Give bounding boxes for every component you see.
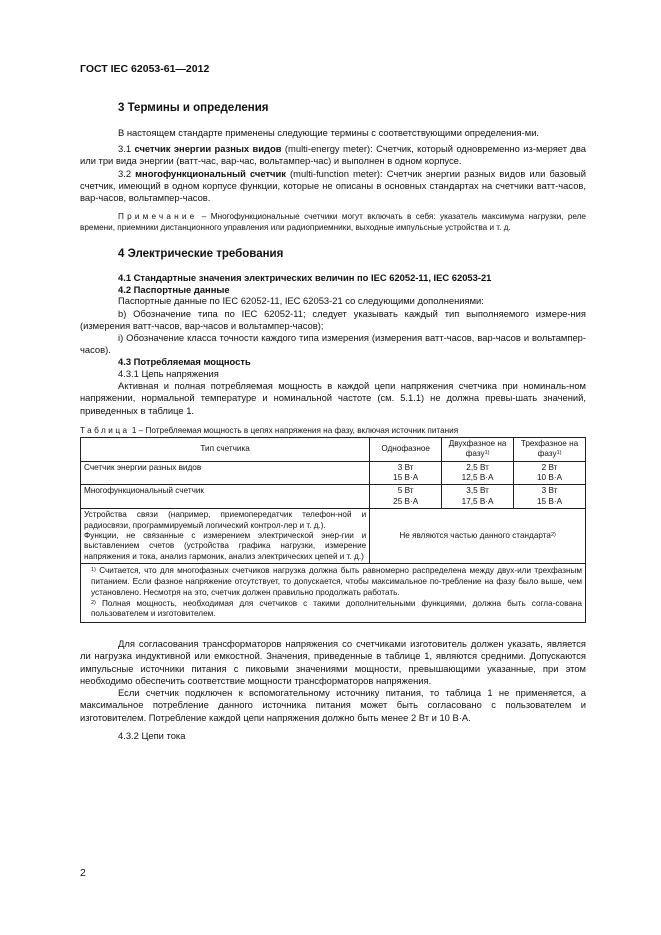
section-4-title: 4 Электрические требования	[118, 248, 284, 261]
col-header-three-text: Трехфазное на фазу	[520, 438, 579, 459]
page-number: 2	[80, 867, 86, 879]
value-w: 3 Вт	[541, 486, 558, 496]
page-body	[80, 52, 586, 742]
cell-two	[442, 485, 514, 509]
footnote-ref: 2)	[550, 532, 556, 539]
table-footnotes-row	[81, 564, 586, 623]
cell-three	[514, 485, 586, 509]
para-4-3-1: Активная и полная потребляемая мощность в каждой цепи напряжения счетчика при номиналь-ном напряжении, нормальной температуре и номинальной частоте (см. 5.1.1) не должна превы-шать значений, приведенных в таблице 1.	[80, 380, 586, 416]
term-definition: (multi-energy meter): Счетчик, который одновременно из-меряет два или три вида энергии (ватт-час, вар-час, вольтампер-час) и выполнен в одном корпусе.	[80, 143, 586, 167]
footnote-2	[91, 599, 582, 621]
cell-two	[442, 461, 514, 485]
non-metering-functions-text: Функции, не связанные с измерением электрической энер-гии и выставлением счетов (устройства графика нагрузки, измерение напряжения и тока, анализ гармоник, анализ электрических цепей и т. д.)	[84, 531, 367, 561]
term-name: счетчик энергии разных видов	[134, 143, 282, 155]
subsection-4-3-2: 4.3.2 Цепи тока	[118, 729, 186, 741]
table-header-row	[81, 437, 586, 461]
table-row	[81, 485, 586, 509]
para-4-2-b: b) Обозначение типа по IEC 62052-11; следует указывать каждый тип выполняемого измере-ния (измерения ватт-часов, вар-часов и вольтампер-часов);	[80, 307, 586, 331]
cell-not-part	[370, 509, 586, 564]
power-consumption-table	[80, 437, 586, 623]
cell-type: Счетчик энергии разных видов	[81, 461, 370, 485]
para-after-table-2: Если счетчик подключен к вспомогательному источнику питания, то таблица 1 не применяется, а максимальное потребление данного источника питания может быть согласовано с пользователем и изготовителем. Потребление каждой цепи напряжения должно быть менее 2 Вт и 10 В·А.	[80, 687, 586, 723]
communication-devices-text: Устройства связи (например, приемопередатчик телефон-ной и радиосвязи, программируемый логический контрол-лер и т. д.).	[84, 510, 367, 530]
para-4-2-i: i) Обозначение класса точности каждого типа измерения (измерения ватт-часов, вар-часов и вольтампер-часов).	[80, 332, 586, 356]
col-header-single: Однофазное	[370, 437, 442, 461]
term-definition: (multi-function meter): Счетчик энергии разных видов или базовый счетчик, имеющий в одном корпусе функции, которые не описаны в основных стандартах на счетчики ватт-часов, вар-часов, вольтампер-часов.	[80, 167, 587, 204]
table-label: Таблица	[80, 425, 130, 435]
value-va: 25 В·А	[393, 496, 419, 506]
table-row	[81, 461, 586, 485]
subsection-4-3: 4.3 Потребляемая мощность	[118, 356, 251, 368]
value-va: 17,5 В·А	[461, 496, 494, 506]
not-part-text: Не являются частью данного стандарта	[399, 531, 551, 541]
subsection-4-1: 4.1 Стандартные значения электрических величин по IEC 62052-11, IEC 62053-21	[118, 272, 492, 284]
footnote-ref: 1)	[484, 450, 490, 457]
footnote-marker: 1)	[91, 567, 96, 574]
value-w: 3,5 Вт	[466, 486, 489, 496]
subsection-4-2: 4.2 Паспортные данные	[118, 283, 230, 295]
cell-single	[370, 461, 442, 485]
table-caption	[80, 426, 586, 435]
value-w: 5 Вт	[397, 486, 414, 496]
table-row-extra-functions	[81, 509, 586, 564]
cell-extra-functions	[81, 509, 370, 564]
footnote-1	[91, 566, 582, 598]
document-header: ГОСТ IEC 62053-61—2012	[80, 63, 210, 75]
term-number: 3.2	[118, 167, 132, 179]
cell-three	[514, 461, 586, 485]
footnote-ref: 1)	[556, 450, 562, 457]
footnote-text: Полная мощность, необходимая для счетчиков с такими дополнительными функциями, должна быть согла-сована пользователем и изготовителем.	[91, 598, 582, 619]
term-3-1	[80, 143, 586, 167]
col-header-type: Тип счетчика	[81, 437, 370, 461]
value-va: 12,5 В·А	[461, 473, 494, 483]
term-name: многофункциональный счетчик	[135, 167, 286, 179]
para-4-2-intro: Паспортные данные по IEC 62052-11, IEC 62053-21 со следующими дополнениями:	[118, 295, 484, 307]
table-footnotes	[81, 564, 586, 623]
section-3-intro: В настоящем стандарте применены следующие термины с соответствующими определения-ми.	[118, 127, 540, 138]
note-label: Примечание	[118, 212, 198, 222]
subsection-4-3-1: 4.3.1 Цепь напряжения	[118, 368, 219, 380]
para-after-table-1: Для согласования трансформаторов напряжения со счетчиками изготовитель должен указать, является ли нагрузка индуктивной или емкостной. Значения, приведенные в таблице 1, являются средними. Допускаются импульсные источники питания с пиковыми значениями мощности, превышающими указанные, при этом необходимо обеспечить соответствие мощности трансформаторов напряжения.	[80, 638, 586, 686]
footnote-text: Считается, что для многофазных счетчиков нагрузка должна быть равномерно распределена между двух-или трехфазным питанием. Если фазное напряжение отсутствует, то допускается, чтобы максимальное по-требление на фазу было выше, чем установлено. Несмотря на это, счетчик должен правильно продолжать работать.	[91, 566, 582, 597]
term-3-2	[80, 168, 586, 205]
footnote-marker: 2)	[91, 599, 96, 606]
value-va: 10 В·А	[537, 473, 563, 483]
col-header-two	[442, 437, 514, 461]
value-va: 15 В·А	[393, 473, 419, 483]
value-va: 15 В·А	[537, 496, 563, 506]
table-caption-text: 1 – Потребляемая мощность в цепях напряжения на фазу, включая источник питания	[131, 425, 459, 435]
section-3-title: 3 Термины и определения	[118, 102, 269, 114]
value-w: 3 Вт	[397, 462, 414, 472]
col-header-three	[514, 437, 586, 461]
value-w: 2 Вт	[541, 462, 558, 472]
term-number: 3.1	[118, 143, 132, 155]
value-w: 2,5 Вт	[466, 462, 489, 472]
col-header-two-text: Двухфазное на фазу	[448, 438, 507, 459]
note	[80, 211, 586, 233]
cell-single	[370, 485, 442, 509]
note-text: – Многофункциональные счетчики могут включать в себя: указатель максимума нагрузки, реле времени, приемники дистанционного управления или радиоприемники, выходные импульсные устройства и т. д.	[80, 212, 586, 233]
cell-type: Многофункциональный счетчик	[81, 485, 370, 509]
